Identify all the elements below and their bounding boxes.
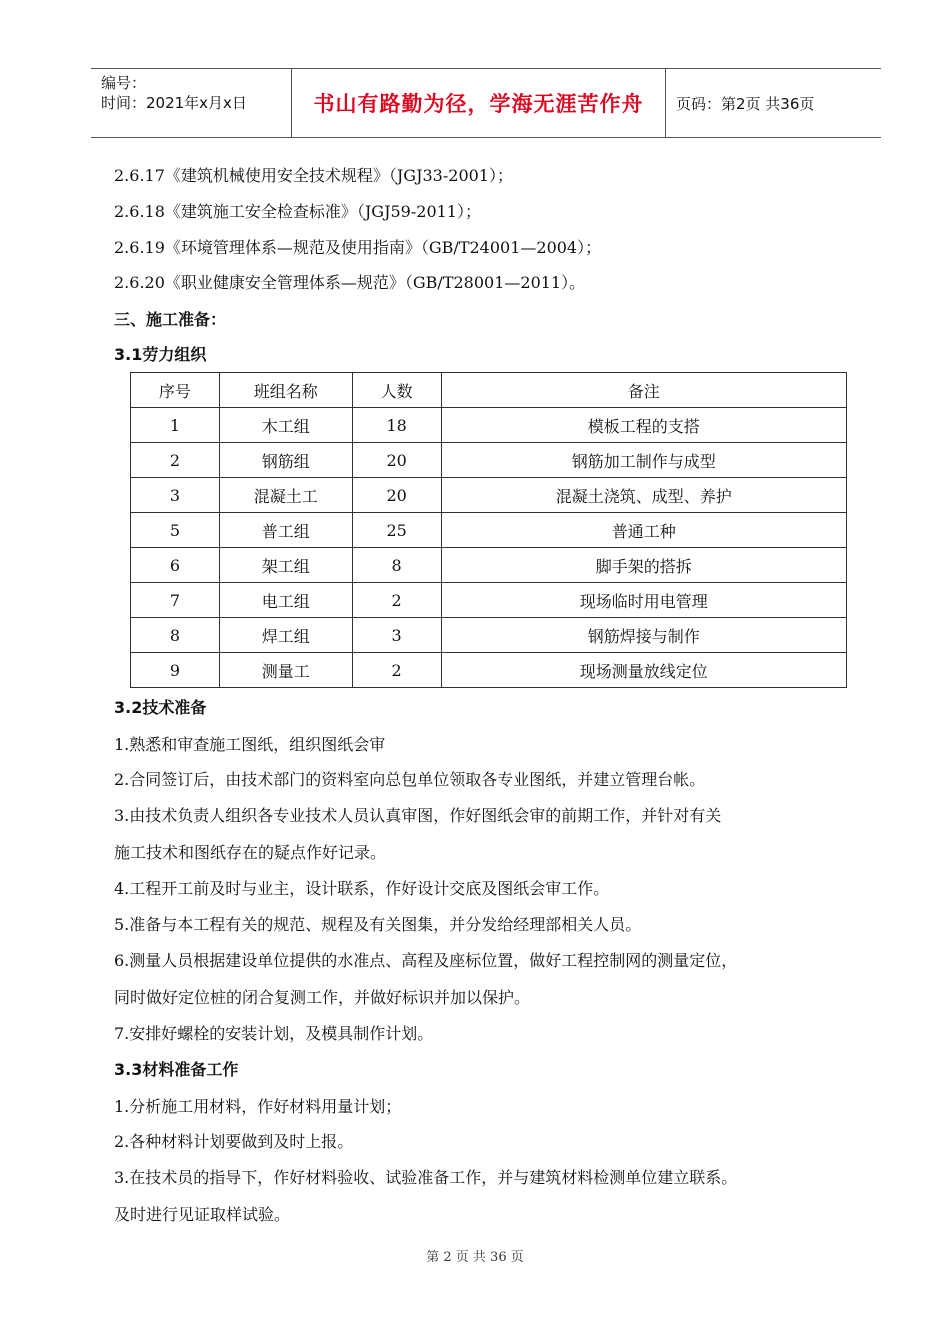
table-cell: 钢筋加工制作与成型 [441,443,846,478]
header-page-info: 页码：第2页 共36页 [676,94,815,113]
header-cell: 备注 [441,373,846,408]
table-cell: 架工组 [219,548,352,583]
tech-line: 2.合同签订后，由技术部门的资料室向总包单位领取各专业图纸，并建立管理台帐。 [114,770,706,789]
header-cell: 班组名称 [219,373,352,408]
table-cell: 钢筋组 [219,443,352,478]
table-cell: 脚手架的搭拆 [441,548,846,583]
header-motto: 书山有路勤为径，学海无涯苦作舟 [292,69,666,137]
table-cell: 5 [131,513,220,548]
tech-line: 7.安排好螺栓的安装计划，及模具制作计划。 [114,1024,434,1043]
table-row [131,618,847,653]
material-line: 3.在技术员的指导下，作好材料验收、试验准备工作，并与建筑材料检测单位建立联系。 [114,1168,738,1187]
table-cell: 2 [131,443,220,478]
table-cell: 7 [131,583,220,618]
standard-line: 2.6.17《建筑机械使用安全技术规程》（JGJ33-2001）； [114,166,513,185]
table-cell: 3 [131,478,220,513]
material-line: 1.分析施工用材料，作好材料用量计划； [114,1097,402,1116]
table-cell: 焊工组 [219,618,352,653]
table-cell: 钢筋焊接与制作 [441,618,846,653]
table-row [131,478,847,513]
labor-table [130,372,847,688]
standard-line: 2.6.20《职业健康安全管理体系—规范》（GB/T28001—2011）。 [114,273,586,292]
material-line: 及时进行见证取样试验。 [114,1205,291,1224]
table-cell: 20 [352,443,441,478]
table-cell: 8 [352,548,441,583]
table-cell: 6 [131,548,220,583]
table-cell: 木工组 [219,408,352,443]
time-label: 时间：2021年x月x日 [101,94,247,112]
table-cell: 混凝土工 [219,478,352,513]
table-cell: 20 [352,478,441,513]
table-row [131,443,847,478]
section-3-2-heading: 3.2技术准备 [114,698,207,717]
header-cell: 人数 [352,373,441,408]
section-3-3-heading: 3.3材料准备工作 [114,1060,239,1079]
table-row [131,583,847,618]
tech-line: 6.测量人员根据建设单位提供的水准点、高程及座标位置，做好工程控制网的测量定位， [114,951,738,970]
number-label: 编号： [101,74,147,92]
table-row [131,653,847,688]
table-cell: 模板工程的支搭 [441,408,846,443]
header-meta [91,69,292,137]
standard-line: 2.6.18《建筑施工安全检查标准》（JGJ59-2011）； [114,202,481,221]
tech-line: 1.熟悉和审查施工图纸，组织图纸会审 [114,735,386,754]
section-3-heading: 三、施工准备： [114,310,227,329]
table-cell: 2 [352,583,441,618]
table-cell: 电工组 [219,583,352,618]
table-cell: 普工组 [219,513,352,548]
table-cell: 混凝土浇筑、成型、养护 [441,478,846,513]
table-cell: 1 [131,408,220,443]
section-3-1-heading: 3.1劳力组织 [114,345,207,364]
table-cell: 3 [352,618,441,653]
tech-line: 5.准备与本工程有关的规范、规程及有关图集，并分发给经理部相关人员。 [114,915,642,934]
header-cell: 序号 [131,373,220,408]
tech-line: 施工技术和图纸存在的疑点作好记录。 [114,843,387,862]
tech-line: 同时做好定位桩的闭合复测工作，并做好标识并加以保护。 [114,988,531,1007]
table-cell: 25 [352,513,441,548]
table-cell: 普通工种 [441,513,846,548]
table-row [131,548,847,583]
table-row [131,408,847,443]
table-cell: 现场临时用电管理 [441,583,846,618]
tech-line: 3.由技术负责人组织各专业技术人员认真审图，作好图纸会审的前期工作，并针对有关 [114,806,722,825]
page-header [91,68,881,138]
table-cell: 测量工 [219,653,352,688]
table-cell: 现场测量放线定位 [441,653,846,688]
table-header-row [131,373,847,408]
tech-line: 4.工程开工前及时与业主，设计联系，作好设计交底及图纸会审工作。 [114,879,610,898]
table-cell: 9 [131,653,220,688]
standard-line: 2.6.19《环境管理体系—规范及使用指南》（GB/T24001—2004）； [114,238,602,257]
table-cell: 2 [352,653,441,688]
material-line: 2.各种材料计划要做到及时上报。 [114,1132,354,1151]
table-cell: 8 [131,618,220,653]
table-row [131,513,847,548]
page-footer: 第 2 页 共 36 页 [426,1250,524,1265]
table-cell: 18 [352,408,441,443]
